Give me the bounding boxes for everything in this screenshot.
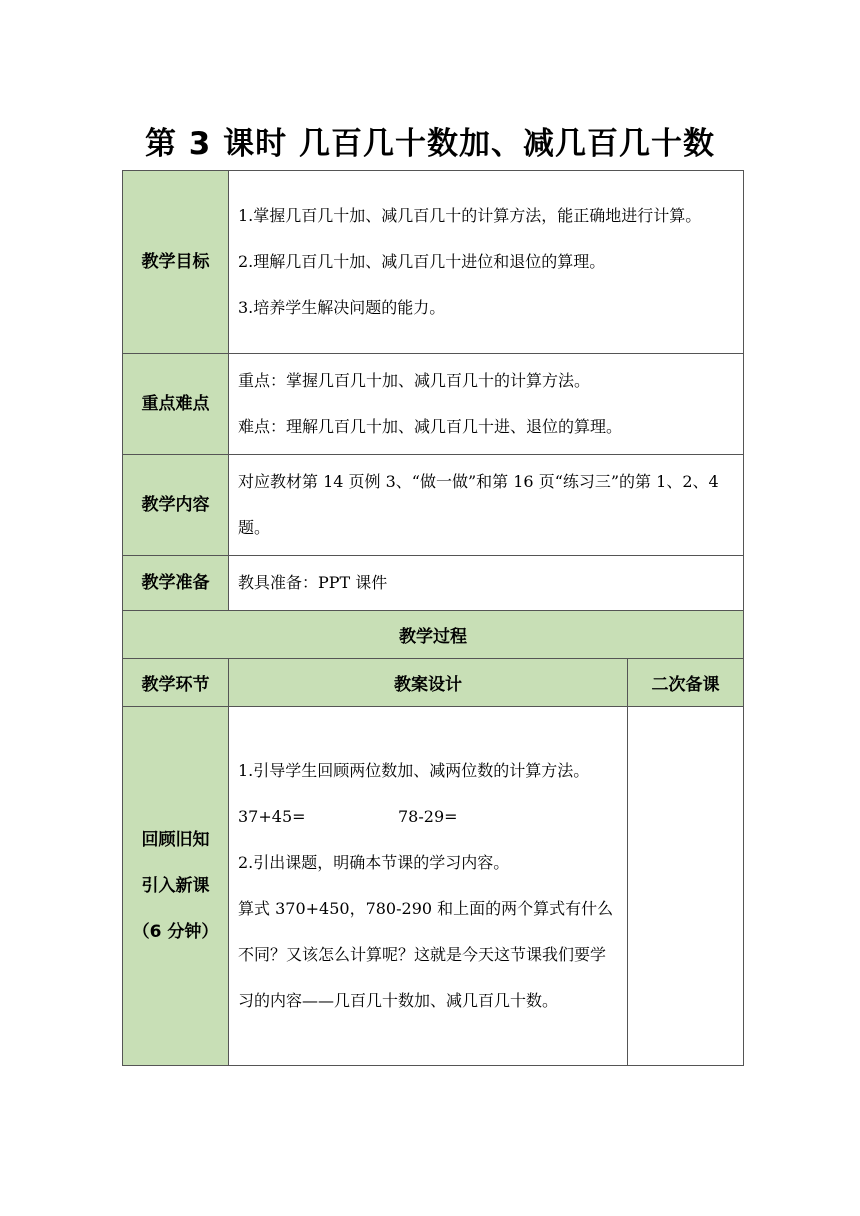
review-notes-cell[interactable] bbox=[628, 707, 744, 1066]
lesson-plan-table bbox=[122, 170, 744, 1066]
design-paragraph: 算式 370+450，780-290 和上面的两个算式有什么不同？又该怎么计算呢？这就是今天这节课我们要学习的内容——几百几十数加、减几百几十数。 bbox=[238, 899, 614, 1010]
keypoints-content bbox=[229, 354, 744, 455]
goal-item: 1.掌握几百几十加、减几百几十的计算方法，能正确地进行计算。 bbox=[238, 206, 702, 225]
design-paragraph: 2.引出课题，明确本节课的学习内容。 bbox=[238, 853, 510, 872]
design-paragraph: 1.引导学生回顾两位数加、减两位数的计算方法。 bbox=[238, 761, 590, 780]
stage-line: （6 分钟） bbox=[132, 922, 219, 942]
process-header: 教学过程 bbox=[123, 611, 744, 659]
review-row bbox=[123, 707, 744, 1066]
prep-row bbox=[123, 556, 744, 611]
process-header-row bbox=[123, 611, 744, 659]
keypoints-label: 重点难点 bbox=[123, 354, 229, 455]
contents-row bbox=[123, 455, 744, 556]
keypoints-row bbox=[123, 354, 744, 455]
goals-label: 教学目标 bbox=[123, 171, 229, 354]
column-header-row bbox=[123, 659, 744, 707]
keypoint-item: 难点：理解几百几十加、减几百几十进、退位的算理。 bbox=[238, 417, 623, 436]
goal-item: 3.培养学生解决问题的能力。 bbox=[238, 298, 446, 317]
goals-row bbox=[123, 171, 744, 354]
expression: 37+45= bbox=[238, 807, 306, 826]
expression-line bbox=[238, 794, 619, 840]
col-stage-header: 教学环节 bbox=[123, 659, 229, 707]
contents-label: 教学内容 bbox=[123, 455, 229, 556]
stage-line: 回顾旧知 bbox=[141, 830, 210, 850]
review-design bbox=[229, 707, 628, 1066]
keypoint-item: 重点：掌握几百几十加、减几百几十的计算方法。 bbox=[238, 371, 591, 390]
prep-label: 教学准备 bbox=[123, 556, 229, 611]
col-design-header: 教案设计 bbox=[229, 659, 628, 707]
contents-text: 对应教材第 14 页例 3、“做一做”和第 16 页“练习三”的第 1、2、4 题。 bbox=[229, 455, 744, 556]
goal-item: 2.理解几百几十加、减几百几十进位和退位的算理。 bbox=[238, 252, 606, 271]
expression: 78-29= bbox=[398, 807, 458, 826]
col-notes-header: 二次备课 bbox=[628, 659, 744, 707]
goals-content bbox=[229, 171, 744, 354]
review-stage-label bbox=[123, 707, 229, 1066]
stage-line: 引入新课 bbox=[141, 876, 210, 896]
prep-text: 教具准备：PPT 课件 bbox=[229, 556, 744, 611]
lesson-title: 第 3 课时 几百几十数加、减几百几十数 bbox=[145, 126, 715, 162]
